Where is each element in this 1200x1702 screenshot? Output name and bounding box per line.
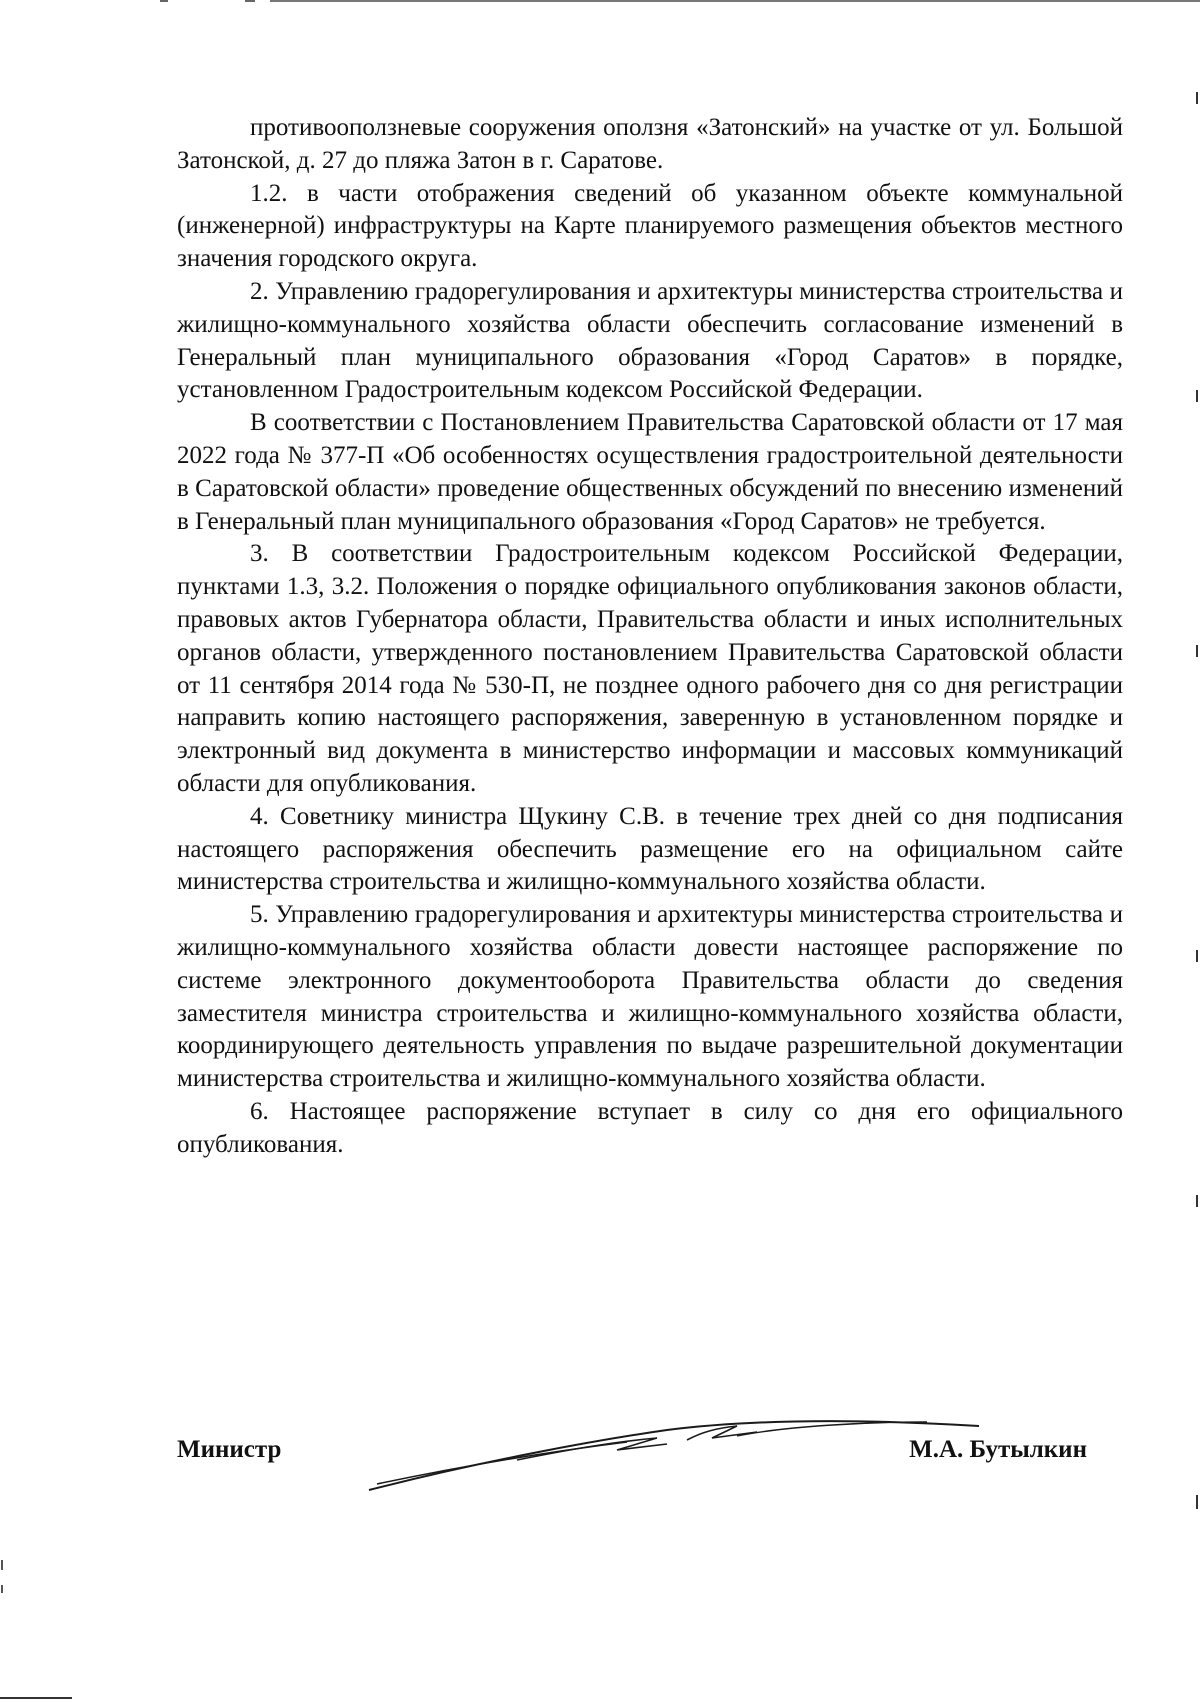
paragraph-5: 5. Управлению градорегулирования и архитектуры министерства строительства и жилищно-коммунального хозяйства области довести настоящее распоряжение по системе электронного документооборота Правительства области до сведения заместителя министра строительства и жилищно-коммунального хозяйства области, координирующего деятельность управления по выдаче разрешительной документации министерства строительства и жилищно-коммунального хозяйства области.	[177, 901, 1123, 1093]
paragraph-4: 4. Советнику министра Щукину С.В. в течение трех дней со дня подписания настоящего распоряжения обеспечить размещение его на официальном сайте министерства строительства и жилищно-коммунального хозяйства области.	[177, 802, 1123, 896]
right-scan-mark	[1196, 645, 1198, 657]
top-scan-edge	[270, 0, 1200, 2]
right-scan-mark	[1196, 92, 1198, 104]
paragraph-1-2: 1.2. в части отображения сведений об указанном объекте коммунальной (инженерной) инфраструктуры на Карте планируемого размещения объектов местного значения городского округа.	[177, 179, 1123, 273]
top-scan-mark	[245, 0, 255, 2]
document-body	[177, 112, 1123, 1162]
paragraph-continuation: противооползневые сооружения оползня «Затонский» на участке от ул. Большой Затонской, д. 27 до пляжа Затон в г. Саратове.	[177, 114, 1123, 174]
right-scan-mark	[1196, 950, 1198, 962]
left-scan-mark	[1, 1560, 3, 1570]
handwritten-signature	[367, 1420, 987, 1520]
signatory-name: М.А. Бутылкин	[909, 1436, 1087, 1463]
paragraph-6: 6. Настоящее распоряжение вступает в силу со дня его официального опубликования.	[177, 1097, 1123, 1158]
bottom-scan-edge	[0, 1697, 72, 1699]
top-scan-mark	[160, 0, 168, 2]
right-scan-mark	[1196, 1195, 1198, 1207]
paragraph-public-discussion: В соответствии с Постановлением Правительства Саратовской области от 17 мая 2022 года № 377-П «Об особенностях осуществления градостроительной деятельности в Саратовской области» проведение общественных обсуждений по внесению изменений в Генеральный план муниципального образования «Город Саратов» не требуется.	[177, 409, 1123, 535]
signatory-title: Министр	[177, 1436, 282, 1463]
paragraph-2: 2. Управлению градорегулирования и архитектуры министерства строительства и жилищно-коммунального хозяйства области обеспечить согласование изменений в Генеральный план муниципального образования «Город Саратов» в порядке, установленном Градостроительным кодексом Российской Федерации.	[177, 277, 1123, 404]
left-scan-mark	[1, 1585, 3, 1593]
right-scan-mark	[1196, 390, 1198, 402]
right-scan-mark	[1196, 1495, 1198, 1509]
signature-block	[177, 1420, 1087, 1500]
paragraph-3: 3. В соответствии Градостроительным кодексом Российской Федерации, пунктами 1.3, 3.2. Положения о порядке официального опубликования законов области, правовых актов Губернатора области, Правительства области и иных исполнительных органов области, утвержденного постановлением Правительства Саратовской области от 11 сентября 2014 года № 530-П, не позднее одного рабочего дня со дня регистрации направить копию настоящего распоряжения, заверенную в установленном порядке и электронный вид документа в министерство информации и массовых коммуникаций области для опубликования.	[177, 540, 1123, 797]
